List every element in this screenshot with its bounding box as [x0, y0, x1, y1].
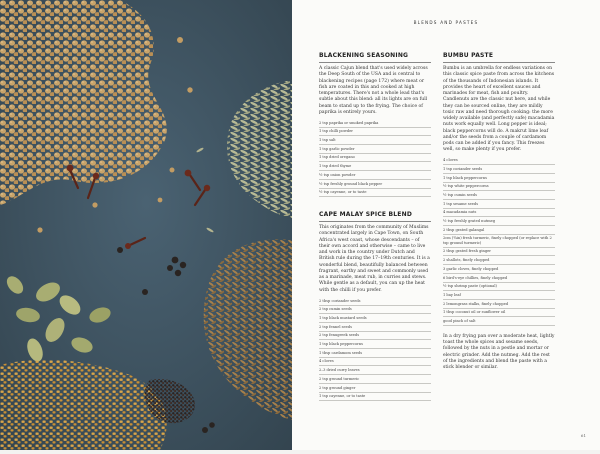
- ingredient-item: 1 tsp chilli powder: [319, 128, 431, 137]
- ingredient-item: ½ tsp white peppercorns: [443, 183, 555, 192]
- bumbu-ingredients: [443, 157, 555, 326]
- blackening-title: BLACKENING SEASONING: [319, 52, 409, 59]
- ingredient-item: 2 tsp ground ginger: [319, 384, 431, 393]
- left-column: [319, 52, 431, 401]
- ingredient-item: 2 tsp ground turmeric: [319, 375, 431, 384]
- ingredient-item: ½ tsp freshly grated nutmeg: [443, 217, 555, 226]
- ingredient-item: 4 macadamia nuts: [443, 209, 555, 218]
- blackening-intro: A classic Cajun blend that's used widely across the Deep South of the USA and is central to blackening recipes (page 172) where meat or fish are coated in this and cooked at high temperatures. There's not a whole lead that's subtle about this blend: all its lights are on full beam to stand up to the frying. The choice of paprika is entirely yours.: [319, 66, 428, 115]
- ingredient-item: 2–3 dried curry leaves: [319, 366, 431, 375]
- ingredient-item: 2 tbsp grated galangal: [443, 226, 555, 235]
- ingredient-item: ½ tsp cumin seeds: [443, 191, 555, 200]
- ingredient-item: 2 tsp paprika or smoked paprika: [319, 119, 431, 128]
- cape-malay-title: CAPE MALAY SPICE BLEND: [319, 211, 413, 219]
- ingredient-item: 1 tbsp cardamom seeds: [319, 349, 431, 358]
- cape-malay-section: [319, 211, 431, 401]
- ingredient-item: 1 tsp salt: [319, 136, 431, 145]
- page-number: 61: [580, 433, 586, 438]
- ingredient-item: 1 tsp black peppercorns: [319, 340, 431, 349]
- ingredient-item: 2 lemongrass stalks, finely chopped: [443, 300, 555, 309]
- ingredient-item: good pinch of salt: [443, 317, 555, 326]
- ingredient-item: 1 tsp sesame seeds: [443, 200, 555, 209]
- ingredient-item: 1 tsp dried thyme: [319, 162, 431, 171]
- ingredient-item: 1 tsp dried oregano: [319, 154, 431, 163]
- ingredient-item: ½ tsp shrimp paste (optional): [443, 283, 555, 292]
- ingredient-item: 1 bay leaf: [443, 291, 555, 300]
- title-rule: [319, 62, 431, 63]
- ingredient-item: 4 cloves: [443, 157, 555, 166]
- ingredient-item: 1 tsp black mustard seeds: [319, 314, 431, 323]
- bumbu-intro: Bumbu is an umbrella for endless variations on this classic spice paste from across the kitchens of the thousands of Indonesian islands. It provides the heart of excellent sauces and marinades for meat, fish and poultry. Candlenuts are the classic nut here, and while they can be sourced online, they are mildly toxic raw and need thorough cooking: the more widely available (and perfectly safe) macadamia nuts work equally well. Long pepper is ideal; black peppercorns will do. A makrut lime leaf and/or the seeds from a couple of cardamom pods can be added if you fancy. This freezes well, so make plenty if you prefer.: [443, 66, 555, 153]
- spice-photo-illustration: [0, 0, 292, 450]
- blackening-ingredients: [319, 119, 431, 197]
- ingredient-item: 2 tsp fenugreek seeds: [319, 332, 431, 341]
- cape-malay-intro: This originates from the community of Muslims concentrated largely in Cape Town, on South Africa's west coast, whose descendants – of their own accord and otherwise – came to live and work in the country under Dutch and British rule during the 17–19th centuries. It is a wonderful blend, beautifully balanced between fragrant, earthy and sweet and commonly used as a marinade, meat rub, in curries and stews. While gentle as a default, you can up the heat with the chilli if you prefer.: [319, 225, 430, 293]
- ingredient-item: 1 tsp black peppercorns: [443, 174, 555, 183]
- ingredient-item: 2 tbsp grated fresh ginger: [443, 248, 555, 257]
- bumbu-method: In a dry frying pan over a moderate heat, lightly toast the whole spices and sesame seeds, followed by the nuts in a pestle and mortar or electric grinder. Add the nutmeg. Add the rest of the ingredients and blend the paste with a stick blender or similar.: [443, 333, 555, 371]
- ingredient-item: ½ tsp onion powder: [319, 171, 431, 180]
- ingredient-item: 1 tbsp coconut oil or sunflower oil: [443, 309, 555, 318]
- ingredient-item: 4 cloves: [319, 358, 431, 367]
- ingredient-item: ½ tsp freshly ground black pepper: [319, 180, 431, 189]
- ingredient-item: ½ tsp cayenne, or to taste: [319, 189, 431, 198]
- right-column: [443, 52, 555, 371]
- ingredient-item: 1 tsp cayenne, or to taste: [319, 393, 431, 402]
- ingredient-item: 2 tbsp coriander seeds: [319, 297, 431, 306]
- ingredient-item: 1 tsp coriander seeds: [443, 165, 555, 174]
- bumbu-title: BUMBU PASTE: [443, 52, 494, 59]
- ingredient-item: 6 bird's-eye chillies, finely chopped: [443, 274, 555, 283]
- ingredient-item: 1 tsp garlic powder: [319, 145, 431, 154]
- ingredient-item: 2 tsp cumin seeds: [319, 306, 431, 315]
- cape-malay-ingredients: [319, 297, 431, 401]
- title-rule: [443, 62, 555, 63]
- ingredient-item: 2 tsp fennel seeds: [319, 323, 431, 332]
- running-header: BLENDS AND PASTES: [413, 20, 479, 25]
- spice-photo: [0, 0, 292, 450]
- ingredient-item: 3 garlic cloves, finely chopped: [443, 265, 555, 274]
- recipe-page: [292, 0, 600, 450]
- ingredient-item: 2 shallots, finely chopped: [443, 256, 555, 265]
- title-rule: [319, 221, 431, 222]
- ingredient-item: 2cm (¾in) fresh turmeric, finely chopped (or replace with 2 tsp ground turmeric): [443, 235, 555, 248]
